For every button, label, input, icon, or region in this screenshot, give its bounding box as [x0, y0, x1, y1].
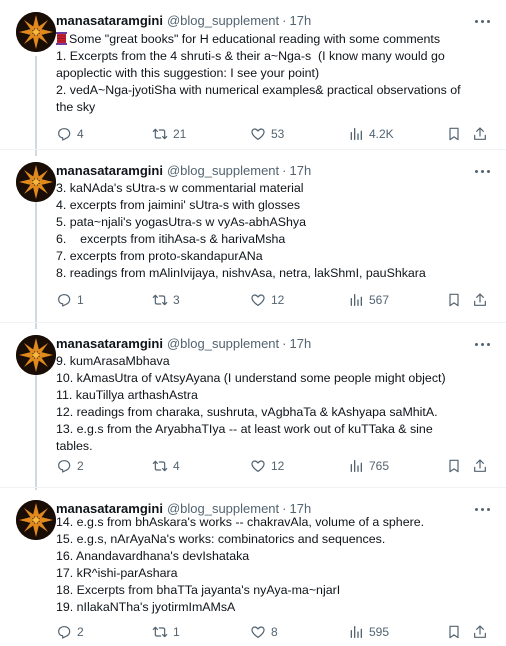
bookmark-icon [446, 292, 462, 308]
tweet-line: 10. kAmasUtra of vAtsyAyana (I understand some people might object) [56, 371, 446, 385]
tweet-line: 1. Excerpts from the 4 shruti-s & their a~Nga-s (I know many would go [56, 49, 445, 63]
share-button[interactable] [472, 457, 488, 475]
more-dot [481, 508, 484, 511]
tweet-line: tables. [56, 439, 93, 453]
repost-button[interactable] [152, 457, 180, 475]
tweet-line [56, 31, 498, 48]
tweet-line: 9. kumArasaMbhava [56, 354, 170, 368]
more-options-button[interactable] [474, 335, 492, 353]
more-dot [487, 343, 490, 346]
views-icon [348, 624, 364, 640]
share-icon [472, 126, 488, 142]
tweet-text [56, 353, 498, 455]
views-button[interactable] [348, 623, 389, 641]
reply-count: 1 [77, 293, 84, 307]
display-name[interactable]: manasataramgini [56, 13, 163, 28]
bookmark-button[interactable] [446, 623, 462, 641]
tweet-text [56, 31, 498, 116]
user-handle[interactable]: @blog_supplement [166, 336, 280, 351]
user-handle[interactable]: @blog_supplement [166, 13, 280, 28]
repost-icon [152, 292, 168, 308]
repost-icon [152, 126, 168, 142]
action-bar [56, 457, 494, 475]
reply-button[interactable] [56, 457, 84, 475]
like-icon [250, 126, 266, 142]
repost-count: 4 [173, 459, 180, 473]
tweet-line: 17. kR^ishi-parAshara [56, 566, 178, 580]
reply-icon [56, 126, 72, 142]
repost-button[interactable] [152, 125, 186, 143]
repost-count: 21 [173, 127, 187, 141]
reply-count: 2 [77, 625, 84, 639]
display-name[interactable]: manasataramgini [56, 163, 163, 178]
tweet-line: 3. kaNAda's sUtra-s w commentarial material [56, 181, 304, 195]
timestamp[interactable]: 17h [289, 501, 312, 516]
like-count: 8 [271, 625, 278, 639]
separator-dot: · [282, 336, 287, 351]
more-dot [481, 343, 484, 346]
repost-count: 1 [173, 625, 180, 639]
like-icon [250, 624, 266, 640]
repost-count: 3 [173, 293, 180, 307]
tweet-line: 4. excerpts from jaimini' sUtra-s with glosses [56, 198, 301, 212]
tweet-text [56, 514, 498, 616]
more-horizontal-icon [475, 170, 478, 173]
tweet-text [56, 180, 498, 282]
more-horizontal-icon [475, 343, 478, 346]
reply-icon [56, 292, 72, 308]
separator-dot: · [282, 163, 287, 178]
separator-dot: · [282, 13, 287, 28]
share-button[interactable] [472, 125, 488, 143]
avatar[interactable] [16, 12, 56, 52]
display-name[interactable]: manasataramgini [56, 501, 163, 516]
tweet-line: 2. vedA~Nga-jyotiSha with numerical examples& practical observations of [56, 83, 461, 97]
display-name[interactable]: manasataramgini [56, 336, 163, 351]
reply-icon [56, 458, 72, 474]
like-icon [250, 292, 266, 308]
avatar[interactable] [16, 335, 56, 375]
tweet-line: 18. Excerpts from bhaTTa jayanta's nyAya-ma~njarI [56, 583, 341, 597]
timestamp[interactable]: 17h [289, 336, 312, 351]
bookmark-button[interactable] [446, 291, 462, 309]
bookmark-icon [446, 458, 462, 474]
more-dot [487, 20, 490, 23]
reply-count: 4 [77, 127, 84, 141]
tweet-line: 7. excerpts from proto-skandapurANa [56, 249, 263, 263]
tweet-line: 8. readings from mAlinIvijaya, nishvAsa, netra, lakShmI, pauShkara [56, 266, 426, 280]
tweet-line: 15. e.g.s, nArAyaNa's works: combinatorics and sequences. [56, 532, 386, 546]
tweet-line: 14. e.g.s from bhAskara's works -- chakravAla, volume of a sphere. [56, 515, 425, 529]
tweet[interactable] [0, 487, 506, 646]
like-count: 12 [271, 293, 285, 307]
views-count: 567 [369, 293, 390, 307]
share-icon [472, 292, 488, 308]
like-count: 53 [271, 127, 285, 141]
tweet[interactable] [0, 322, 506, 487]
more-horizontal-icon [475, 20, 478, 23]
reply-button[interactable] [56, 623, 84, 641]
timestamp[interactable]: 17h [289, 13, 312, 28]
like-icon [250, 458, 266, 474]
share-button[interactable] [472, 291, 488, 309]
more-options-button[interactable] [474, 12, 492, 30]
user-handle[interactable]: @blog_supplement [166, 163, 280, 178]
separator-dot: · [282, 501, 287, 516]
avatar-image [16, 335, 56, 375]
share-button[interactable] [472, 623, 488, 641]
views-count: 765 [369, 459, 390, 473]
views-count: 4.2K [369, 127, 394, 141]
repost-button[interactable] [152, 623, 180, 641]
views-button[interactable] [348, 125, 394, 143]
tweet-line: 6. excerpts from itihAsa-s & harivaMsha [56, 232, 286, 246]
views-icon [348, 458, 364, 474]
tweet-line: 16. Anandavardhana's devIshataka [56, 549, 250, 563]
repost-icon [152, 458, 168, 474]
avatar-image [16, 12, 56, 52]
tweet-line: 19. nIlakaNTha's jyotirmImAMsA [56, 600, 236, 614]
avatar-image [16, 500, 56, 540]
tweet-header [56, 335, 470, 353]
views-icon [348, 126, 364, 142]
bookmark-icon [446, 624, 462, 640]
views-button[interactable] [348, 291, 389, 309]
reply-button[interactable] [56, 125, 84, 143]
like-button[interactable] [250, 125, 284, 143]
tweet[interactable] [0, 149, 506, 322]
action-bar [56, 623, 494, 641]
timestamp[interactable]: 17h [289, 163, 312, 178]
more-dot [481, 170, 484, 173]
action-bar [56, 291, 494, 309]
tweet-header [56, 12, 470, 30]
tweet[interactable] [0, 0, 506, 156]
views-icon [348, 292, 364, 308]
more-options-button[interactable] [474, 162, 492, 180]
repost-icon [152, 624, 168, 640]
bookmark-button[interactable] [446, 125, 462, 143]
thread-spool-emoji [56, 32, 67, 45]
avatar-image [16, 162, 56, 202]
share-icon [472, 458, 488, 474]
tweet-line: 12. readings from charaka, sushruta, vAgbhaTa & kAshyapa saMhitA. [56, 405, 438, 419]
like-button[interactable] [250, 623, 278, 641]
like-button[interactable] [250, 457, 284, 475]
tweet-line: 5. pata~njali's yogasUtra-s w vyAs-abhAShya [56, 215, 306, 229]
more-dot [487, 170, 490, 173]
more-horizontal-icon [475, 508, 478, 511]
tweet-header [56, 162, 470, 180]
bookmark-button[interactable] [446, 457, 462, 475]
repost-button[interactable] [152, 291, 180, 309]
tweet-line-text: Some "great books" for H educational reading with some comments [69, 32, 441, 46]
like-count: 12 [271, 459, 285, 473]
views-button[interactable] [348, 457, 389, 475]
views-count: 595 [369, 625, 390, 639]
more-dot [487, 508, 490, 511]
share-icon [472, 624, 488, 640]
reply-count: 2 [77, 459, 84, 473]
reply-icon [56, 624, 72, 640]
avatar[interactable] [16, 162, 56, 202]
action-bar [56, 125, 494, 143]
avatar[interactable] [16, 500, 56, 540]
tweet-line: 13. e.g.s from the AryabhaTIya -- at least work out of kuTTaka & sine [56, 422, 433, 436]
tweet-line: 11. kauTillya arthashAstra [56, 388, 198, 402]
bookmark-icon [446, 126, 462, 142]
tweet-line: the sky [56, 100, 96, 114]
more-dot [481, 20, 484, 23]
reply-button[interactable] [56, 291, 84, 309]
like-button[interactable] [250, 291, 284, 309]
user-handle[interactable]: @blog_supplement [166, 501, 280, 516]
tweet-line: apoplectic with this suggestion: I see your point) [56, 66, 320, 80]
